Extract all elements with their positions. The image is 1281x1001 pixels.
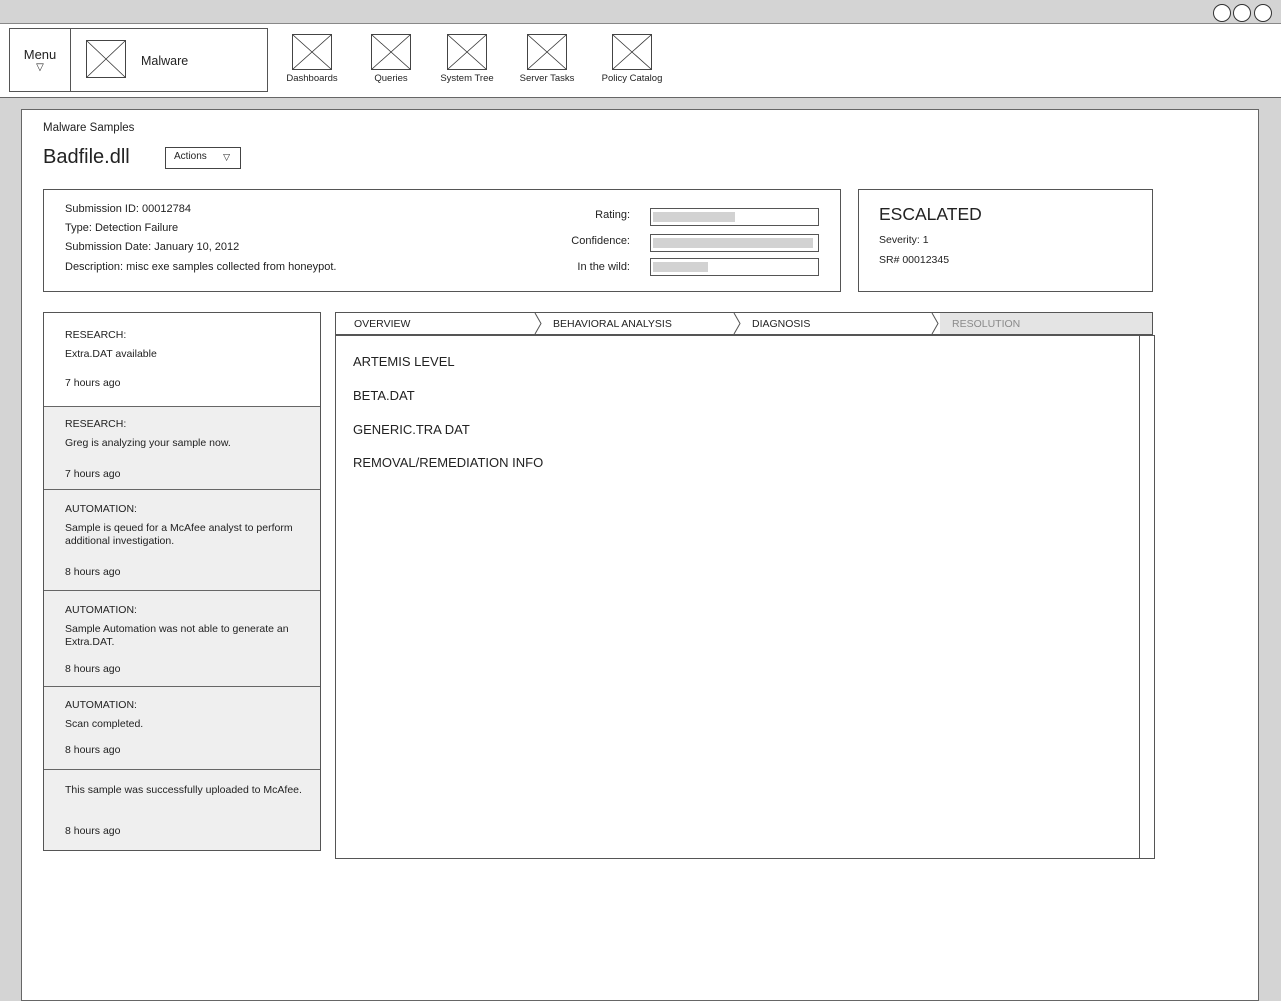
in-the-wild-meter bbox=[650, 258, 819, 276]
nav-item-system-tree[interactable] bbox=[422, 34, 512, 84]
rating-meter bbox=[650, 208, 819, 226]
submission-description: Description: misc exe samples collected from honeypot. bbox=[65, 261, 337, 273]
feed-category: RESEARCH: bbox=[65, 329, 127, 341]
feed-message: Sample Automation was not able to generate an Extra.DAT. bbox=[65, 623, 289, 648]
main-panel bbox=[21, 109, 1259, 1001]
content-item-generic-tra-dat[interactable]: GENERIC.TRA DAT bbox=[353, 422, 470, 437]
submission-id: Submission ID: 00012784 bbox=[65, 203, 191, 215]
nav-item-server-tasks[interactable] bbox=[502, 34, 592, 84]
image-placeholder-icon bbox=[612, 34, 652, 70]
feed-time: 8 hours ago bbox=[65, 663, 121, 675]
breadcrumb[interactable]: Malware Samples bbox=[43, 122, 135, 134]
image-placeholder-icon bbox=[527, 34, 567, 70]
nav-item-policy-catalog[interactable] bbox=[587, 34, 677, 84]
tab-label: BEHAVIORAL ANALYSIS bbox=[553, 318, 672, 330]
content-item-artemis-level[interactable]: ARTEMIS LEVEL bbox=[353, 354, 455, 369]
content-item-beta-dat[interactable]: BETA.DAT bbox=[353, 388, 415, 403]
feed-item[interactable] bbox=[44, 313, 320, 407]
app-menu-box bbox=[9, 28, 268, 92]
nav-item-label: Server Tasks bbox=[519, 73, 575, 84]
triangle-down-icon: ▽ bbox=[36, 62, 44, 73]
feed-item[interactable] bbox=[44, 591, 320, 687]
image-placeholder-icon bbox=[447, 34, 487, 70]
submission-type: Type: Detection Failure bbox=[65, 222, 179, 234]
submission-date: Submission Date: January 10, 2012 bbox=[65, 241, 240, 253]
feed-time: 8 hours ago bbox=[65, 744, 121, 756]
in-the-wild-meter-fill bbox=[653, 262, 708, 272]
in-the-wild-label: In the wild: bbox=[577, 261, 630, 273]
image-placeholder-icon bbox=[292, 34, 332, 70]
content-item-removal-info[interactable]: REMOVAL/REMEDIATION INFO bbox=[353, 455, 544, 470]
tab-behavioral-analysis[interactable] bbox=[544, 313, 734, 334]
feed-message: Scan completed. bbox=[65, 718, 144, 730]
feed-message: Extra.DAT available bbox=[65, 348, 157, 360]
feed-message: Sample is qeued for a McAfee analyst to perform additional investigation. bbox=[65, 522, 293, 547]
image-placeholder-icon bbox=[371, 34, 411, 70]
app-name: Malware bbox=[141, 54, 189, 68]
activity-feed bbox=[43, 312, 321, 851]
feed-item[interactable] bbox=[44, 407, 320, 490]
menu-button[interactable] bbox=[10, 29, 71, 91]
feed-category: AUTOMATION: bbox=[65, 604, 137, 616]
chevron-right-icon bbox=[534, 313, 544, 334]
menu-label: Menu bbox=[23, 47, 57, 62]
feed-category: AUTOMATION: bbox=[65, 503, 137, 515]
tab-label: RESOLUTION bbox=[952, 318, 1021, 330]
nav-item-label: Policy Catalog bbox=[601, 73, 663, 84]
feed-item[interactable] bbox=[44, 770, 320, 850]
status-card bbox=[858, 189, 1153, 292]
rating-meter-fill bbox=[653, 212, 735, 222]
status-title: ESCALATED bbox=[879, 204, 982, 224]
submission-info-card bbox=[43, 189, 841, 292]
feed-time: 7 hours ago bbox=[65, 377, 121, 389]
tab-label: OVERVIEW bbox=[354, 318, 411, 330]
tab-label: DIAGNOSIS bbox=[752, 318, 811, 330]
tab-overview[interactable] bbox=[336, 313, 536, 334]
feed-category: AUTOMATION: bbox=[65, 699, 137, 711]
actions-dropdown[interactable] bbox=[165, 147, 241, 169]
tab-diagnosis[interactable] bbox=[743, 313, 933, 334]
window-control-icon[interactable] bbox=[1233, 4, 1251, 22]
actions-label: Actions bbox=[174, 151, 207, 162]
feed-message: Greg is analyzing your sample now. bbox=[65, 437, 231, 449]
resolution-content bbox=[335, 335, 1155, 859]
feed-item[interactable] bbox=[44, 490, 320, 591]
triangle-down-icon: ▽ bbox=[223, 152, 230, 162]
feed-message: This sample was successfully uploaded to McAfee. bbox=[65, 784, 302, 796]
rating-label: Rating: bbox=[595, 209, 630, 221]
feed-item[interactable] bbox=[44, 687, 320, 770]
confidence-meter-fill bbox=[653, 238, 813, 248]
chevron-right-icon bbox=[733, 313, 743, 334]
feed-time: 7 hours ago bbox=[65, 468, 121, 480]
scrollbar[interactable] bbox=[1139, 336, 1154, 858]
window-title-bar bbox=[0, 0, 1281, 24]
tab-resolution[interactable] bbox=[940, 313, 1152, 334]
nav-item-label: System Tree bbox=[440, 73, 494, 84]
feed-time: 8 hours ago bbox=[65, 566, 121, 578]
page-title: Badfile.dll bbox=[43, 146, 130, 168]
severity-text: Severity: 1 bbox=[879, 234, 929, 246]
top-navigation bbox=[0, 24, 1281, 98]
window-control-icon[interactable] bbox=[1254, 4, 1272, 22]
feed-category: RESEARCH: bbox=[65, 418, 127, 430]
nav-item-dashboards[interactable] bbox=[267, 34, 357, 84]
analysis-tabs bbox=[335, 312, 1153, 335]
window-control-icon[interactable] bbox=[1213, 4, 1231, 22]
confidence-label: Confidence: bbox=[571, 235, 630, 247]
confidence-meter bbox=[650, 234, 819, 252]
nav-item-label: Queries bbox=[374, 73, 408, 84]
image-placeholder-icon bbox=[86, 40, 126, 78]
feed-time: 8 hours ago bbox=[65, 825, 121, 837]
sr-number-text: SR# 00012345 bbox=[879, 254, 950, 266]
nav-item-label: Dashboards bbox=[286, 73, 338, 84]
